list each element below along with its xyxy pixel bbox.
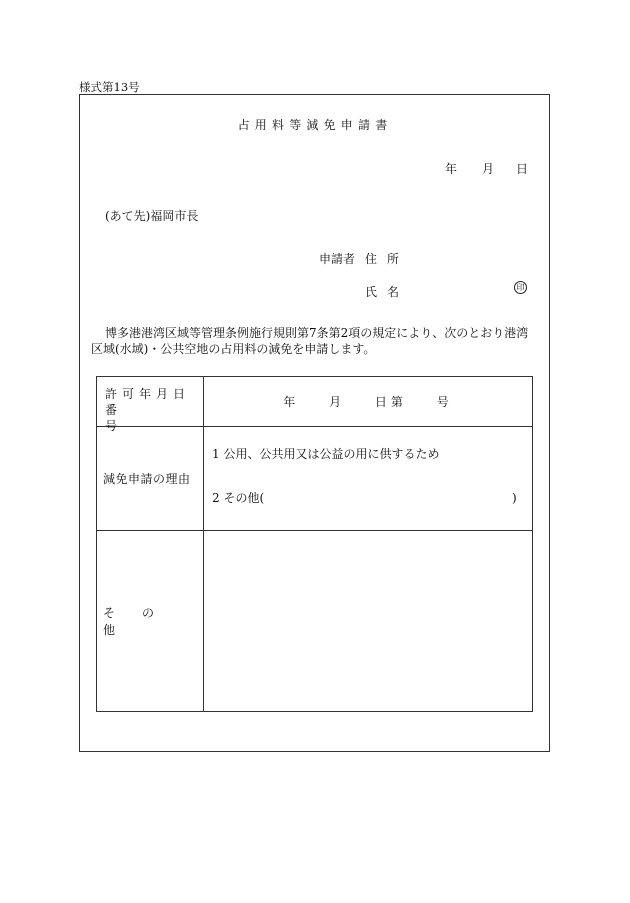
permit-label-line1: 許可年月日: [105, 386, 191, 401]
table-row-other: [97, 531, 533, 712]
permit-date-number: 年 月 日第 号: [283, 395, 453, 409]
form-title: 占用料等減免申請書: [237, 118, 393, 132]
permit-label-number: 番号: [105, 402, 175, 433]
permit-label-cell: [97, 377, 204, 433]
application-table: [96, 376, 533, 712]
table-row-reason: [97, 427, 533, 531]
addressee: (あて先)福岡市長: [105, 209, 199, 223]
applicant-label: 申請者: [319, 252, 356, 266]
application-statement: 博多港港湾区域等管理条例施行規則第7条第2項の規定により、次のとおり港湾区域(水域)・公共空地の占用料の減免を申請します。: [91, 326, 529, 356]
other-label-cell: [97, 531, 204, 712]
reason-option-other-close: ): [512, 490, 517, 505]
reason-label-cell: 減免申請の理由: [97, 427, 204, 531]
date-year-label: 年: [445, 162, 458, 176]
permit-label-line2: [105, 402, 203, 433]
date-month-label: 月: [482, 162, 495, 176]
date-day-label: 日: [516, 162, 529, 176]
reason-option-other-label: 2 その他(: [212, 490, 265, 505]
address-label: 住所: [365, 252, 410, 266]
form-number: 様式第13号: [79, 80, 140, 94]
table-row-permit: [97, 377, 533, 427]
permit-value-cell[interactable]: [204, 377, 533, 427]
reason-value-cell: [204, 427, 533, 531]
seal-mark: 印: [514, 281, 527, 294]
reason-option-other[interactable]: [212, 488, 532, 508]
reason-option-public-use[interactable]: 1 公用、公共用又は公益の用に供するため: [212, 446, 440, 461]
other-label: その他: [103, 606, 182, 637]
other-value-cell[interactable]: [204, 531, 533, 712]
name-label: 氏名: [365, 285, 410, 299]
